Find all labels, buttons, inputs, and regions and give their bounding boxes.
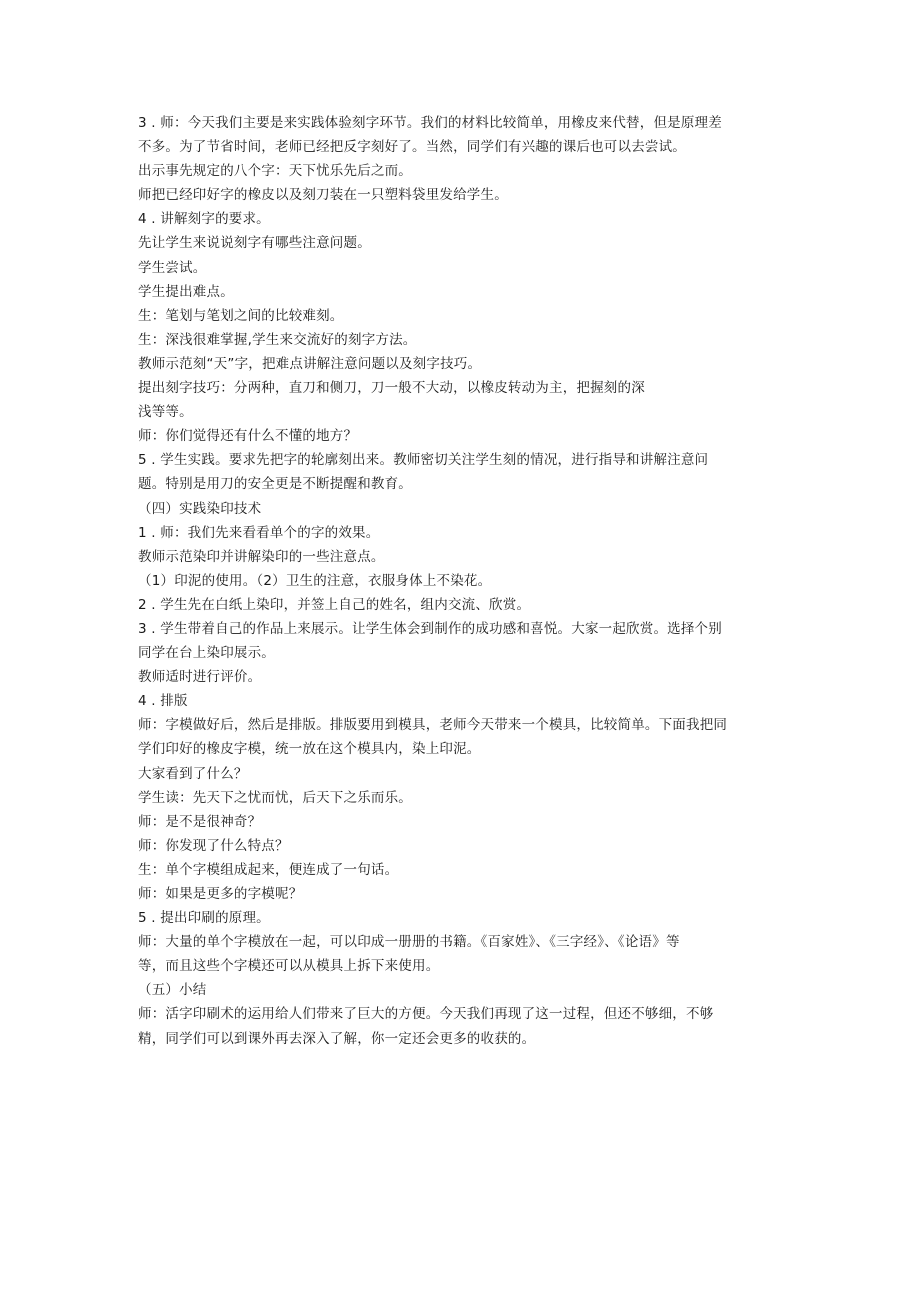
text-line: 不多。为了节省时间，老师已经把反字刻好了。当然，同学们有兴趣的课后也可以去尝试。 [138,139,686,156]
text-line: 4 . 讲解刻字的要求。 [138,211,270,228]
text-line: 生：单个字模组成起来，便连成了一句话。 [138,861,399,878]
text-line: 4 . 排版 [138,693,188,710]
text-line: 师：如果是更多的字模呢？ [138,886,303,902]
text-line: 5 . 提出印刷的原理。 [138,910,270,927]
text-line: 3 . 师：今天我们主要是来实践体验刻字环节。我们的材料比较简单，用橡皮来代替，但是原理差 [138,115,722,131]
section-heading: （四）实践染印技术 [138,500,262,517]
text-line: 师：字模做好后，然后是排版。排版要用到模具，老师今天带来一个模具，比较简单。下面我把同 [138,717,728,734]
text-line: 3 . 学生带着自己的作品上来展示。让学生体会到制作的成功感和喜悦。大家一起欣赏。选择个别 [138,620,722,637]
text-line: 提出刻字技巧：分两种，直刀和侧刀，刀一般不大动，以橡皮转动为主，把握刻的深 [138,380,645,397]
text-line: 师：活字印刷术的运用给人们带来了巨大的方便。今天我们再现了这一过程，但还不够细，不够 [138,1006,714,1023]
text-line: 出示事先规定的八个字：天下忧乐先后之而。 [138,163,412,180]
text-line: 1 . 师：我们先来看看单个的字的效果。 [138,524,380,541]
text-line: 同学在台上染印展示。 [138,645,275,662]
text-line: 生：深浅很难掌握,学生来交流好的刻字方法。 [138,331,417,348]
text-line: 学生提出难点。 [138,283,234,300]
text-line: 大家看到了什么？ [138,765,248,782]
text-line: 师：你发现了什么特点？ [138,837,289,854]
text-line: 精，同学们可以到课外再去深入了解，你一定还会更多的收获的。 [138,1030,536,1047]
text-line: 2 . 学生先在白纸上染印，并签上自己的姓名，组内交流、欣赏。 [138,596,531,613]
text-line: 等，而且这些个字模还可以从模具上拆下来使用。 [138,958,440,975]
text-line: 学们印好的橡皮字模，统一放在这个模具内，染上印泥。 [138,741,481,758]
text-line: 师：是不是很神奇？ [138,813,262,830]
text-line: 学生尝试。 [138,259,207,276]
document-body [138,111,778,1051]
text-line: 师：你们觉得还有什么不懂的地方？ [138,428,358,445]
text-line: 浅等等。 [138,404,193,421]
section-heading: （五）小结 [138,982,207,999]
text-line: 教师示范刻“天”字，把难点讲解注意问题以及刻字技巧。 [138,355,482,372]
text-line: 先让学生来说说刻字有哪些注意问题。 [138,235,371,252]
text-line: 师：大量的单个字模放在一起，可以印成一册册的书籍。《百家姓》、《三字经》、《论语》等 [138,934,680,951]
text-line: 教师适时进行评价。 [138,669,262,686]
text-line: 师把已经印好字的橡皮以及刻刀装在一只塑料袋里发给学生。 [138,187,508,204]
text-line: 题。特别是用刀的安全更是不断提醒和教育。 [138,476,412,493]
text-line: 学生读：先天下之忧而忧，后天下之乐而乐。 [138,789,412,806]
text-line: 生：笔划与笔划之间的比较难刻。 [138,307,344,324]
text-line: 5 . 学生实践。要求先把字的轮廓刻出来。教师密切关注学生刻的情况，进行指导和讲解注意问 [138,452,709,469]
text-line: 教师示范染印并讲解染印的一些注意点。 [138,548,385,565]
text-line: （1）印泥的使用。（2）卫生的注意，衣服身体上不染花。 [138,572,492,589]
